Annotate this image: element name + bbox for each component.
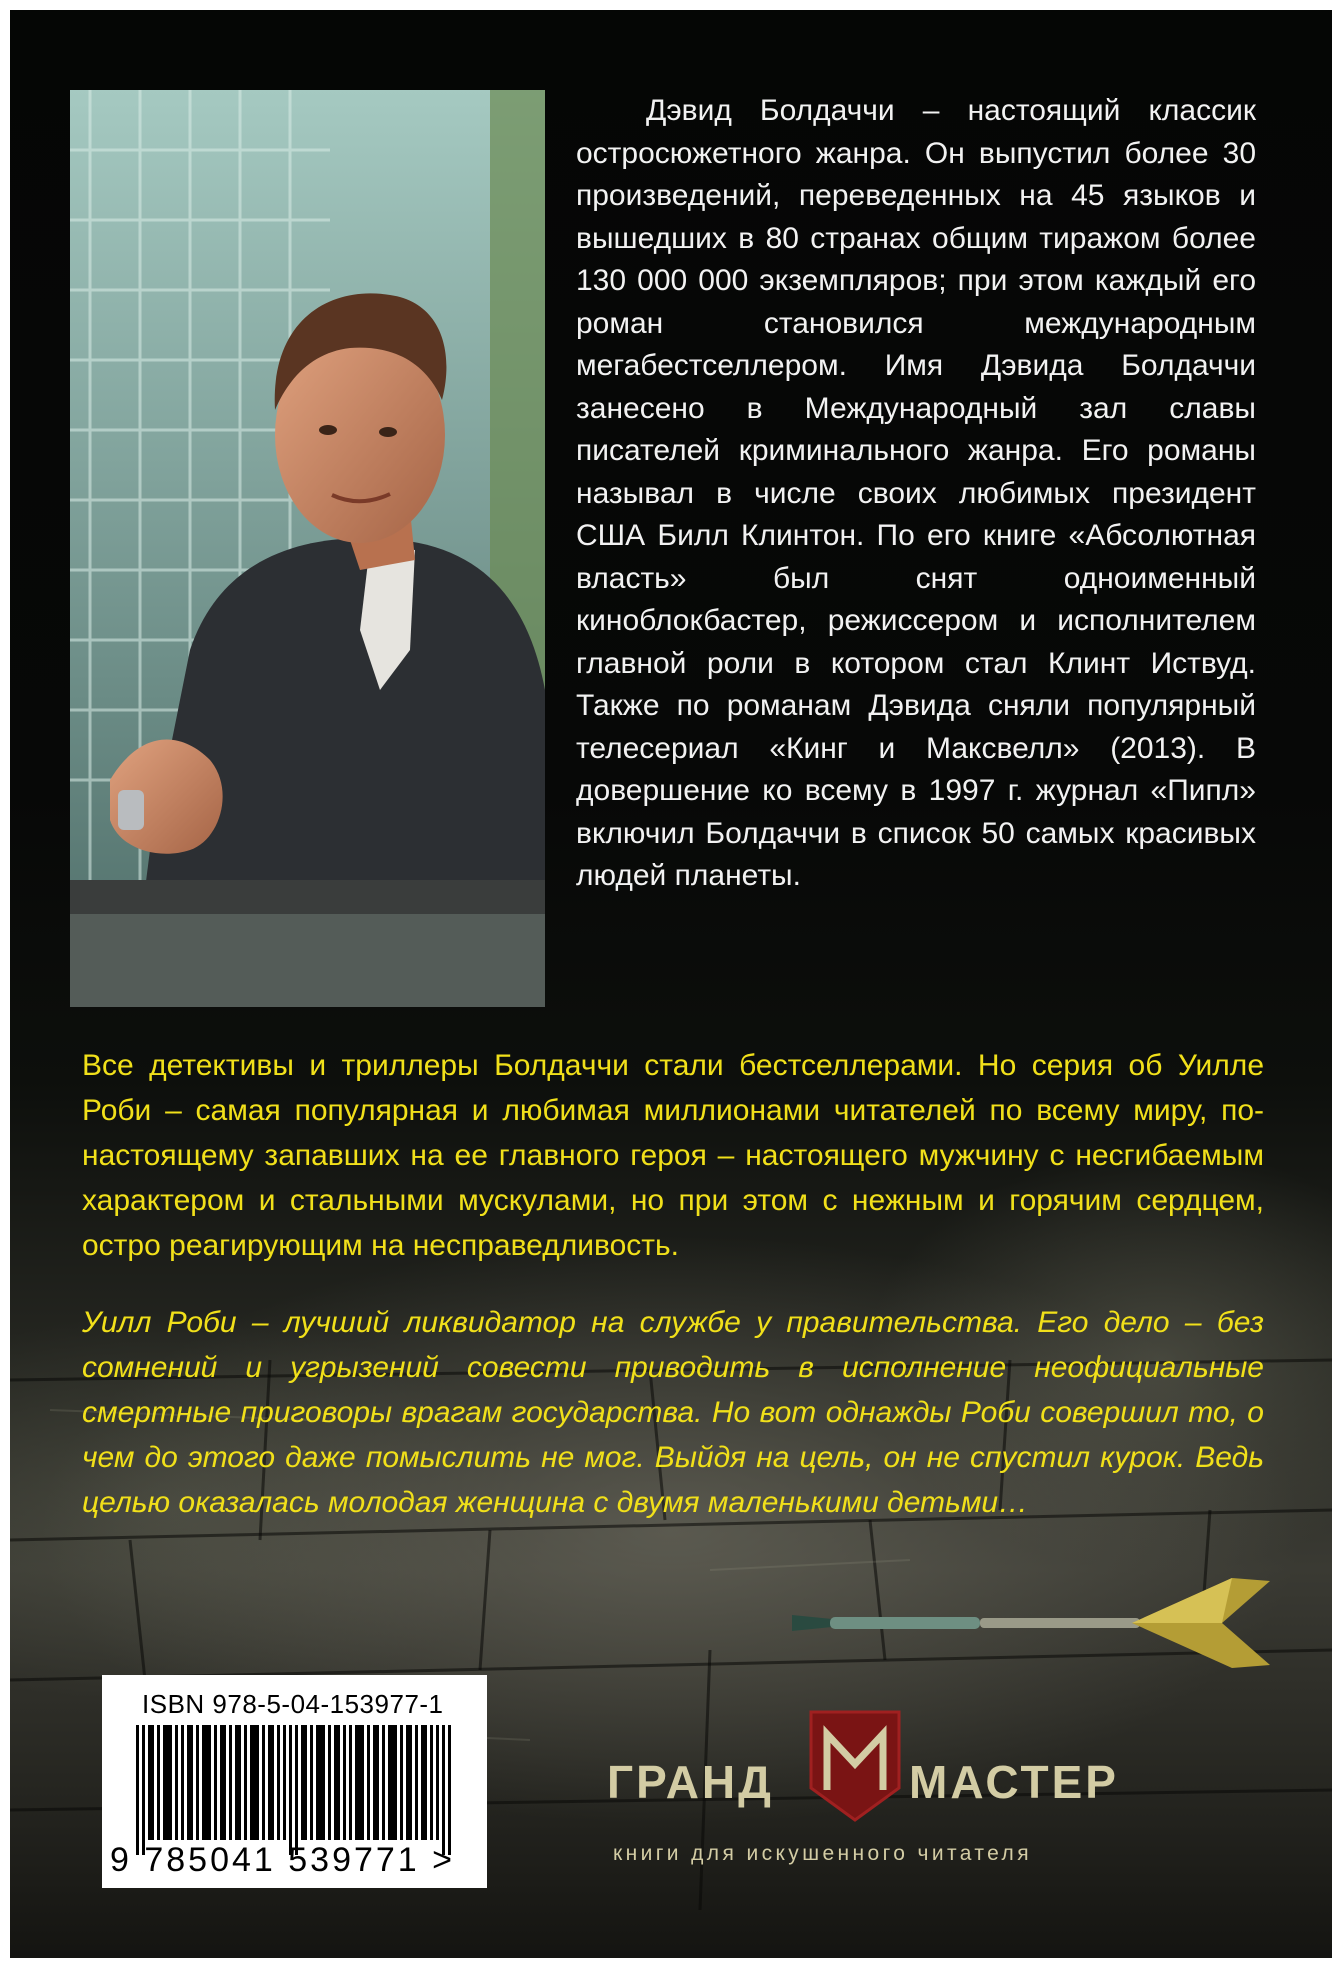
series-blurb-text: Все детективы и триллеры Болдаччи стали бестселлерами. Но серия об Уилле Роби – самая популярная и любимая миллионами читателей по всему миру, по-настоящему запавших на ее главного героя – настоящего мужчину с несгибаемым характером и стальными мускулами, но при этом с нежным и горячим сердцем, остро реагирующим на несправедливость. [82, 1049, 1264, 1262]
author-portrait-illustration [70, 90, 545, 1007]
logo-word-master: МАСТЕР [909, 1756, 1119, 1808]
shield-emblem-icon [807, 1708, 903, 1824]
author-photo [70, 90, 545, 1007]
author-bio-body: Дэвид Болдаччи – настоящий классик остросюжетного жанра. Он выпустил более 30 произведений, переведенных на 45 языков и вышедших в 80 странах общим тиражом более 130 000 000 экземпляров; при этом каждый его роман становился международным мегабестселлером. Имя Дэвида Болдаччи занесено в Международный зал славы писателей криминального жанра. Его романы называл в числе своих любимых президент США Билл Клинтон. По его книге «Абсолютная власть» был снят одноименный киноблокбастер, режиссером и исполнителем главной роли в котором стал Клинт Иствуд. Также по романам Дэвида сняли популярный телесериал «Кинг и Максвелл» (2013). В довершение ко всему в 1997 г. журнал «Пипл» включил Болдаччи в список 50 самых красивых людей планеты. [576, 94, 1256, 892]
publisher-tagline: книги для искушенного читателя [613, 1842, 1032, 1865]
isbn-barcode [102, 1675, 487, 1888]
book-back-cover [10, 10, 1332, 1958]
logo-word-grand: ГРАНД [607, 1756, 774, 1808]
barcode-bars [136, 1725, 456, 1855]
author-bio-text [576, 90, 1256, 898]
plot-blurb-text: Уилл Роби – лучший ликвидатор на службе у правительства. Его дело – без сомнений и угрызений совести приводить в исполнение неофициальные смертные приговоры врагам государства. Но вот однажды Роби совершил то, о чем до этого даже помыслить не мог. Выйдя на цель, он не спустил курок. Ведь целью оказалась молодая женщина с двумя маленькими детьми… [82, 1306, 1264, 1519]
publisher-logo [607, 1700, 1167, 1890]
isbn-label: ISBN 978-5-04-153977-1 [142, 1689, 444, 1719]
dart-illustration [792, 1573, 1272, 1673]
barcode-digits: 9 785041 539771 > [110, 1841, 456, 1879]
